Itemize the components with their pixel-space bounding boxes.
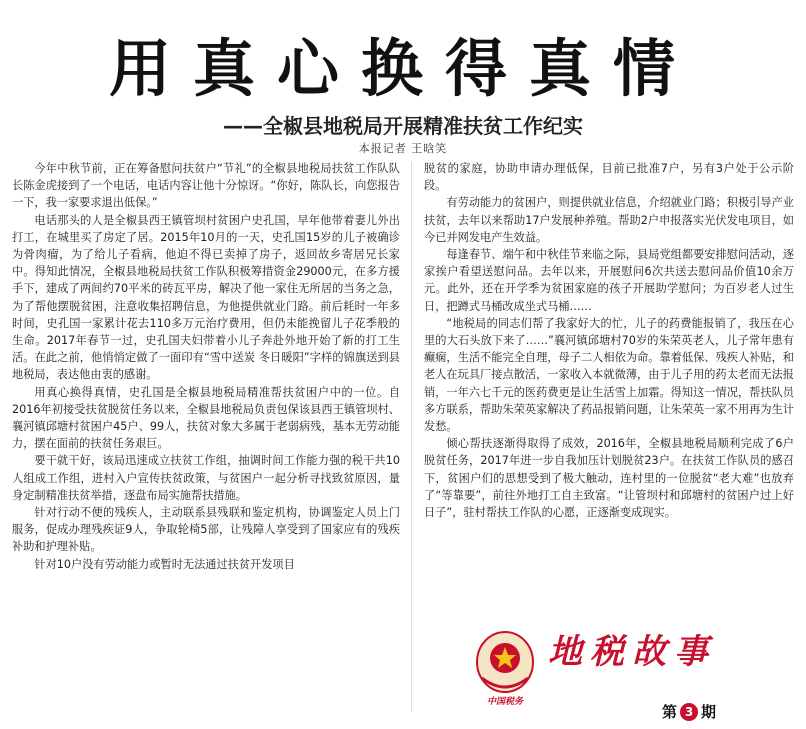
paragraph: 每逢春节、端午和中秋佳节来临之际，县局党组都要安排慰问活动，逐家挨户看望送慰问品。去年以来，开展慰问6次共送去慰问品价值10余万元。此外，还在开学季为贫困家庭的孩子开展助学慰问；为百岁老人过生日，把蹲式马桶改成坐式马桶…… [424, 248, 794, 313]
issue-number-badge: 3 [680, 703, 698, 721]
article-byline: 本报记者 王晗笑 [358, 142, 448, 155]
issue-suffix: 期 [701, 703, 717, 721]
paragraph: 倾心帮扶逐渐得取得了成效，2016年，全椒县地税局顺利完成了6户脱贫任务，2017年进一步自我加压计划脱贫23户。在扶贫工作队员的感召下，贫困户们的思想受到了极大触动，连村里的一位脱贫“老大难”也放弃了“等靠要”，前往外地打工自主致富。“让管坝村和邱塘村的贫困户过上好日子”，驻村帮扶工作队的心愿，正逐渐变成现实。 [424, 437, 794, 520]
paragraph: 有劳动能力的贫困户，则提供就业信息，介绍就业门路；积极引导产业扶贫，去年以来帮助17户发展种养殖。帮助2户申报落实光伏发电项目，如今已并网发电产生效益。 [424, 196, 794, 244]
paragraph: 针对行动不便的残疾人，主动联系县残联和鉴定机构，协调鉴定人员上门服务，促成办理残疾证9人，争取轮椅5部，让残障人享受到了国家应有的残疾补助和护理补贴。 [12, 506, 400, 554]
issue-number [662, 702, 716, 722]
article-column-right [424, 160, 794, 521]
paragraph: 针对10户没有劳动能力或暂时无法通过扶贫开发项目 [34, 557, 295, 571]
column-name-title: 地税故事 [548, 632, 716, 672]
paragraph: 电话那头的人是全椒县西王镇管坝村贫困户史孔国，早年他带着妻儿外出打工，在城里买了房定了居。2015年10月的一天，史孔国15岁的儿子被确诊为骨肉瘤，为了给儿子看病，他迫不得已卖掉了房子，返回故乡寄居兄长家中。得知此情况，全椒县地税局扶贫工作队积极筹措资金29000元，在多方援手下，建成了两间约70平米的砖瓦平房，解决了他一家住无所居的当务之急，为了帮他摆脱贫困，注意收集招聘信息，为他提供就业门路。前后耗时一年多时间，史孔国一家累计花去110多万元治疗费用，但仍未能挽留儿子花季般的生命。2017年春节一过，史孔国夫妇带着小儿子奔赴外地开始了新的打工生活。在此之前，他悄悄定做了一面印有“雪中送炭 冬日暖阳”字样的锦旗送到县地税局，表达他由衷的感谢。 [12, 213, 400, 382]
paragraph: 要干就干好，该局迅速成立扶贫工作组，抽调时间工作能力强的税干共10人组成工作组，进村入户宣传扶贫政策，与贫困户一起分析寻找致贫原因，量身定制精准扶贫举措，逐盘布局实施帮扶措施。 [12, 454, 400, 502]
issue-prefix: 第 [662, 703, 678, 721]
column-divider [411, 162, 412, 712]
brand-logo-text: 中国税务 [486, 697, 523, 707]
article-headline: 用真心换得真情 [108, 32, 697, 105]
article-column-left [12, 160, 400, 573]
paragraph: 脱贫的家庭，协助申请办理低保，目前已批准7户，另有3户处于公示阶段。 [424, 162, 794, 193]
paragraph: 今年中秋节前，正在筹备慰问扶贫户“节礼”的全椒县地税局扶贫工作队队长陈金虎接到了一个电话，电话内容让他十分惊讶。“你好，陈队长，向您报告一下，我一家要求退出低保。” [12, 162, 400, 210]
paragraph: “地税局的同志们帮了我家好大的忙，儿子的药费能报销了，我压在心里的大石头放下来了……”襄河镇邱塘村70岁的朱荣英老人，儿子常年患有癫痫，生活不能完全自理，母子二人相依为命。靠着低保、残疾人补贴，和老人在玩具厂接点散活，一家收入本就微薄，由于儿子用的药太老而无法报销，一年六七千元的医药费更是让生活雪上加霜。得知这一情况，帮扶队员多方联系，帮助朱荣英家解决了药品报销问题，让朱荣英一家不用再为生计发愁。 [424, 316, 794, 434]
article-subtitle: ——全椒县地税局开展精准扶贫工作纪实 [223, 114, 583, 138]
paragraph: 用真心换得真情，史孔国是全椒县地税局精准帮扶贫困户中的一位。自2016年初接受扶贫脱贫任务以来，全椒县地税局负责包保该县西王镇管坝村、襄河镇邱塘村贫困户45户、99人，扶贫对象大多属于老弱病残，基本无劳动能力，摆在面前的扶贫任务艰巨。 [12, 385, 400, 451]
